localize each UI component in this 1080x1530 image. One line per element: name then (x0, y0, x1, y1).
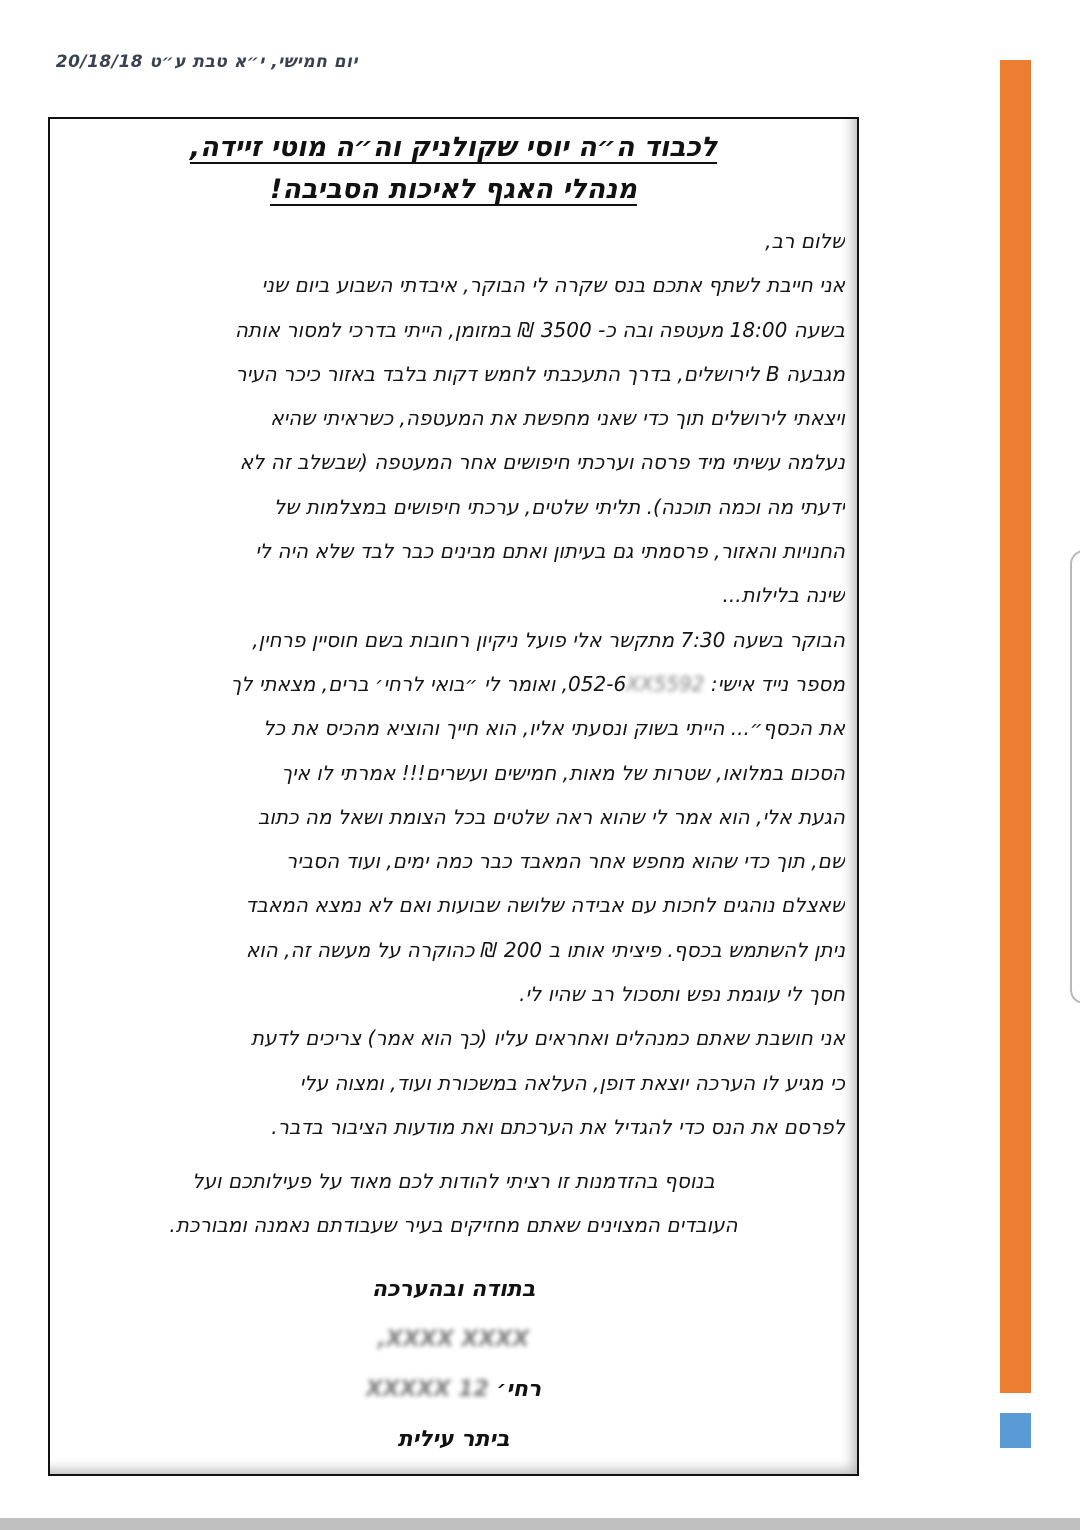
letter-box (48, 117, 859, 1476)
bottom-navigation-bar (0, 1518, 1080, 1530)
letter-body (80, 219, 845, 1149)
paragraph-3-line: כי מגיע לו הערכה יוצאת דופן, העלאה במשכורת ועוד, ומצוה עלי (299, 1070, 845, 1095)
title-line-1: לכבוד ה״ה יוסי שקולניק וה״ה מוטי זיידה, (189, 132, 718, 163)
signature-name-redacted: XXXX XXXX, (377, 1327, 530, 1352)
closing-line: בנוסף בהזדמנות זו רציתי להודות לכם מאוד על פעילותכם ועל (192, 1169, 715, 1193)
title-line-2: מנהלי האגף לאיכות הסביבה! (270, 174, 637, 205)
paragraph-2-phone-line (80, 662, 845, 706)
phone-prefix: מספר נייד אישי: (704, 671, 845, 696)
paragraph-1-line: ידעתי מה וכמה תוכנה). תליתי שלטים, ערכתי חיפושים במצלמות של (273, 494, 845, 519)
paragraph-1-line: נעלמה עשיתי מיד פרסה וערכתי חיפושים אחר המעטפה (שבשלב זה לא (239, 450, 845, 475)
blue-accent-square (1000, 1413, 1031, 1448)
paragraph-2-line: ניתן להשתמש בכסף. פיציתי אותו ב 200 ₪ כהוקרה על מעשה זה, הוא (245, 937, 845, 962)
greeting: שלום רב, (765, 229, 845, 253)
paragraph-1-line: שינה בלילות... (722, 583, 845, 608)
orange-accent-bar (1000, 60, 1031, 1393)
signature-regards: בתודה ובהערכה (371, 1277, 536, 1302)
paragraph-2-line: הסכום במלואו, שטרות של מאות, חמישים ועשרים!!! אמרתי לו איך (281, 760, 845, 785)
signature-name (50, 1315, 857, 1365)
paragraph-1-line: בשעה 18:00 מעטפה ובה כ- 3500 ₪ במזומן, הייתי בדרכי למסור אותה (234, 317, 845, 342)
street-redacted: XXXXX 12 (365, 1377, 489, 1402)
paragraph-1-line: אני חייבת לשתף אתכם בנס שקרה לי הבוקר, איבדתי השבוע ביום שני (261, 273, 845, 298)
signature-address (50, 1365, 857, 1415)
paragraph-1-line: החנויות והאזור, פרסמתי גם בעיתון ואתם מבינים כבר לבד שלא היה לי (255, 539, 845, 564)
page-date-header: יום חמישי, י״א טבת ע״ט 20/18/18 (55, 52, 358, 72)
paragraph-2-line: שם, תוך כדי שהוא מחפש אחר המאבד כבר כמה ימים, ועוד הסביר (285, 849, 845, 874)
paragraph-2-line: הבוקר בשעה 7:30 מתקשר אלי פועל ניקיון רחובות בשם חוסיין פרחין, (252, 627, 845, 652)
paragraph-2-line: שאצלם נוהגים לחכות עם אבידה שלושה שבועות ואם לא נמצא המאבד (245, 893, 845, 918)
phone-suffix: , ואומר לי ״בואי לרחי׳ ברים, מצאתי לך (230, 671, 569, 696)
paragraph-2-line: את הכסף״... הייתי בשוק ונסעתי אליו, הוא חייך והוציא מהכיס את כל (263, 716, 845, 741)
signature-block (50, 1265, 857, 1465)
signature-city: ביתר עילית (397, 1427, 510, 1452)
paragraph-3-line: לפרסם את הנס כדי להגדיל את הערכתם ואת מודעות הציבור בדבר. (271, 1114, 845, 1139)
closing-paragraph (90, 1159, 817, 1247)
paragraph-1-line: מגבעה B לירושלים, בדרך התעכבתי לחמש דקות בלבד באזור כיכר העיר (235, 361, 845, 386)
closing-line: העובדים המצוינים שאתם מחזיקים בעיר שעבודתם נאמנה ומבורכת. (169, 1213, 738, 1237)
paragraph-1-line: ויצאתי לירושלים תוך כדי שאני מחפשת את המעטפה, כשראיתי שהיא (270, 406, 845, 431)
phone-redacted: XX5592 (626, 671, 705, 696)
paragraph-2-line: חסך לי עוגמת נפש ותסכול רב שהיו לי. (519, 982, 845, 1007)
letter-title (50, 127, 857, 211)
phone-visible: 052-6 (568, 671, 627, 696)
edge-panel-handle[interactable] (1070, 550, 1080, 1004)
paragraph-2-line: הגעת אלי, הוא אמר לי שהוא ראה שלטים בכל הצומת ושאל מה כתוב (257, 804, 845, 829)
street-label: רחי׳ (496, 1377, 542, 1402)
paragraph-3-line: אני חושבת שאתם כמנהלים ואחראים עליו (כך הוא אמר) צריכים לדעת (250, 1026, 845, 1051)
